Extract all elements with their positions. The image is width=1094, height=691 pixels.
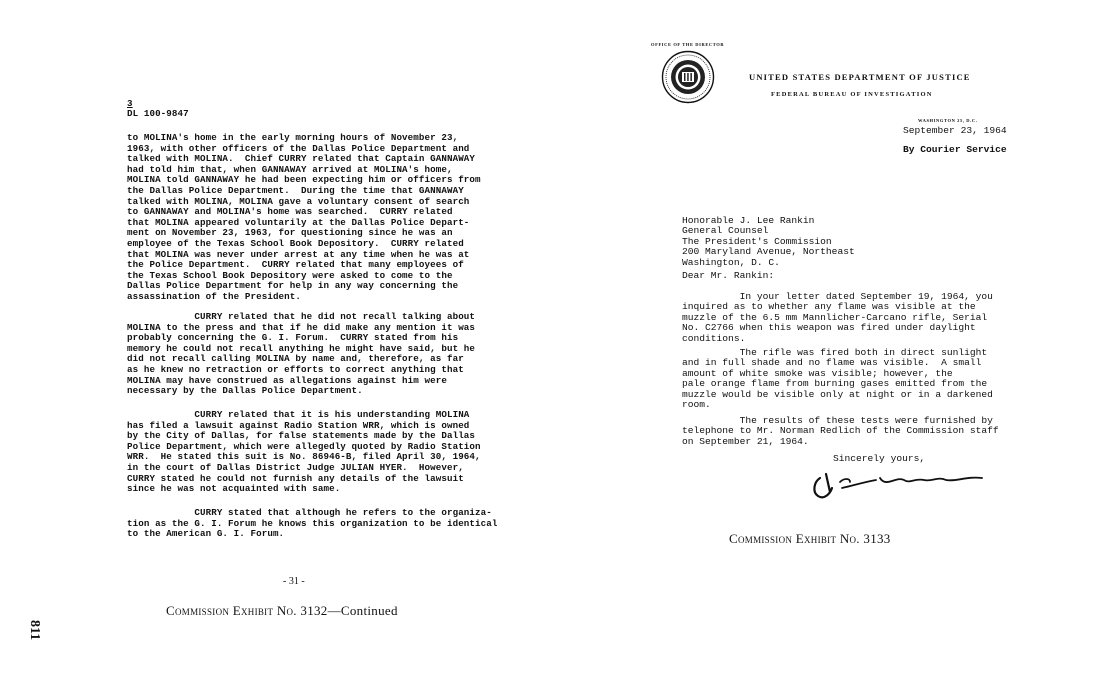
salutation: Dear Mr. Rankin: [682, 270, 775, 281]
bureau-heading: FEDERAL BUREAU OF INVESTIGATION [771, 91, 933, 98]
right-paragraph-1: In your letter dated September 19, 1964, you inquired as to whether any flame was visible at the muzzle of the 6.5 mm Mannlicher-Carcano rifle, Serial No. C2766 when this weapon was fired under daylight conditions. [682, 291, 993, 344]
left-exhibit-caption [166, 603, 398, 619]
office-label: OFFICE OF THE DIRECTOR [651, 42, 725, 47]
closing: Sincerely yours, [833, 453, 926, 464]
left-exhibit-caption-prefix: Commission Exhibit No. 3132 [166, 603, 328, 618]
letter-date: September 23, 1964 [903, 125, 1007, 136]
signature-image [806, 468, 991, 506]
file-number: DL 100-9847 [127, 108, 189, 119]
left-paragraph-1: to MOLINA's home in the early morning hours of November 23, 1963, with other officers of the Dallas Police Department and talked with MOLINA. Chief CURRY related that Captain GANNAWAY had told him that, when GANNAWAY arrived at MOLINA's home, MOLINA told GANNAWAY he had been expecting him or officers from the Dallas Police Department. During the time that GANNAWAY talked with MOLINA, MOLINA gave a voluntary consent of search to GANNAWAY and MOLINA's home was searched. CURRY related that MOLINA appeared voluntarily at the Dallas Police Depart- ment on November 23, 1963, for questioning since he was an employee of the Texas School Book Depository. CURRY related that MOLINA was never under arrest at any time when he was at the Police Department. CURRY related that many employees of the Texas School Book Depository were asked to come to the Dallas Police Department for help in any way concerning the assassination of the President. [127, 132, 481, 302]
right-paragraph-3: The results of these tests were furnished by telephone to Mr. Norman Redlich of the Commission staff on September 21, 1964. [682, 415, 999, 447]
page-marker: - 31 - [283, 576, 305, 587]
fbi-seal-icon [661, 50, 715, 104]
page-header-number: 3 [127, 98, 133, 109]
right-paragraph-2: The rifle was fired both in direct sunlight and in full shade and no flame was visible. A small amount of white smoke was visible; however, the pale orange flame from burning gases emitted from the muzzle would be visible only at night or in a darkened room. [682, 347, 993, 411]
side-page-number: 811 [27, 620, 42, 641]
left-exhibit-caption-suffix: —Continued [327, 603, 398, 618]
location-line: WASHINGTON 25, D.C. [918, 118, 978, 123]
left-paragraph-3: CURRY related that it is his understanding MOLINA has filed a lawsuit against Radio Station WRR, which is owned by the City of Dallas, for false statements made by the Dallas Police Department, which were allegedly quoted by Radio Station WRR. He stated this suit is No. 86946-B, filed April 30, 1964, in the court of Dallas District Judge JULIAN HYER. However, CURRY stated he could not furnish any details of the lawsuit since he was not acquainted with same. [127, 409, 481, 495]
addressee-block: Honorable J. Lee Rankin General Counsel The President's Commission 200 Maryland Avenue, Northeast Washington, D. C. [682, 215, 855, 268]
department-heading: UNITED STATES DEPARTMENT OF JUSTICE [749, 72, 971, 82]
right-exhibit-caption-text: Commission Exhibit No. 3133 [729, 531, 891, 546]
delivery-method: By Courier Service [903, 144, 1007, 155]
left-paragraph-4: CURRY stated that although he refers to the organiza- tion as the G. I. Forum he knows this organization to be identical to the American G. I. Forum. [127, 507, 498, 540]
right-exhibit-caption [729, 531, 891, 547]
left-paragraph-2: CURRY related that he did not recall talking about MOLINA to the press and that if he did make any mention it was probably concerning the G. I. Forum. CURRY stated from his memory he could not recall anything he might have said, but he did not recall calling MOLINA by name and, therefore, as far as he knew no retraction or efforts to correct anything that MOLINA may have construed as allegations against him were necessary by the Dallas Police Department. [127, 311, 476, 397]
